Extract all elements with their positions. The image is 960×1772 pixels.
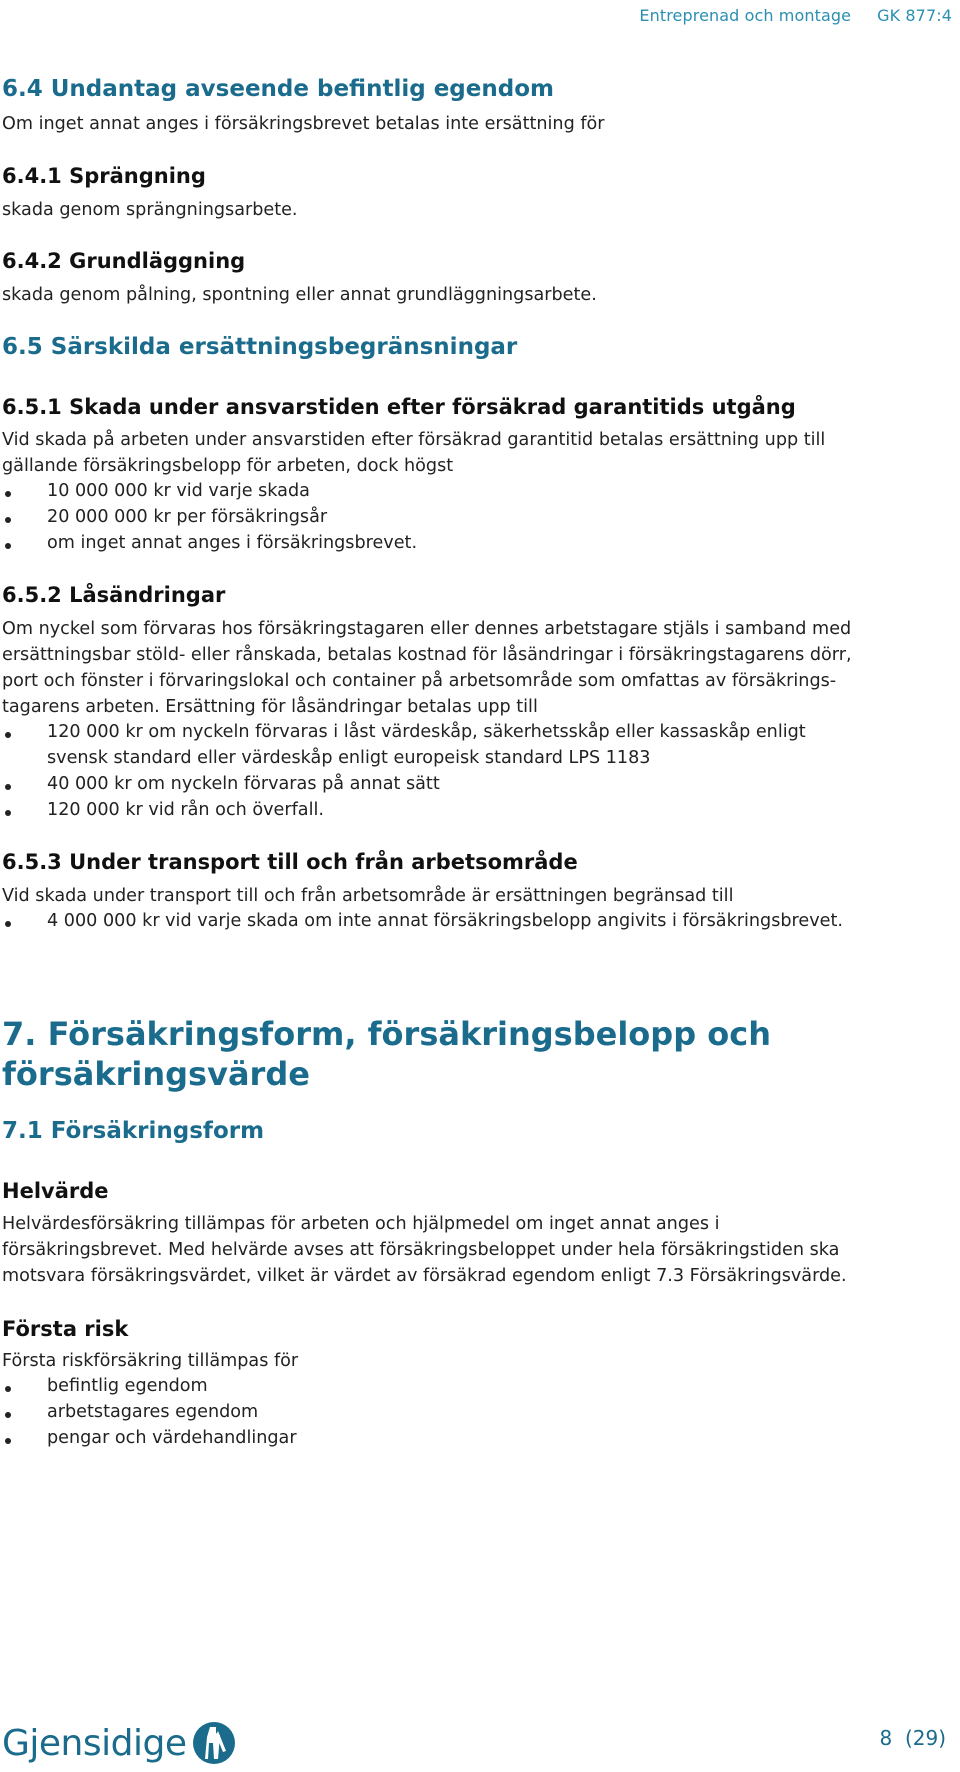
list-item: 120 000 kr om nyckeln förvaras i låst värdeskåp, säkerhetsskåp eller kassaskåp enligt (2, 719, 806, 745)
section-6-5-1-line-1: Vid skada på arbeten under ansvarstiden efter försäkrad garantitid betalas ersättning upp till (2, 430, 826, 450)
section-6-5-1-list (2, 478, 417, 556)
section-6-5-3-heading: 6.5.3 Under transport till och från arbetsområde (2, 850, 578, 874)
section-6-5-2-line-3: port och fönster i förvaringslokal och container på arbetsområde som omfattas av försäkrings- (2, 671, 837, 691)
section-6-4-2-text: skada genom pålning, spontning eller annat grundläggningsarbete. (2, 285, 597, 305)
section-6-4-1-text: skada genom sprängningsarbete. (2, 200, 298, 220)
list-item: pengar och värdehandlingar (2, 1425, 297, 1451)
section-6-5-2-list (2, 719, 806, 823)
page-current: 8 (879, 1726, 893, 1750)
section-6-4-heading: 6.4 Undantag avseende befintlig egendom (2, 76, 554, 102)
list-item: 120 000 kr vid rån och överfall. (2, 797, 806, 823)
section-6-5-1-heading: 6.5.1 Skada under ansvarstiden efter försäkrad garantitids utgång (2, 395, 796, 419)
list-item: om inget annat anges i försäkringsbrevet. (2, 530, 417, 556)
forsta-risk-title: Första risk (2, 1317, 129, 1341)
helvarde-line-3: motsvara försäkringsvärdet, vilket är värdet av försäkrad egendom enligt 7.3 Försäkringsvärde. (2, 1266, 847, 1286)
page-total: (29) (904, 1726, 946, 1750)
list-item: arbetstagares egendom (2, 1399, 297, 1425)
header-doc-title: Entreprenad och montage (639, 6, 852, 25)
running-header (639, 6, 952, 25)
list-item: 20 000 000 kr per försäkringsår (2, 504, 417, 530)
list-item: 10 000 000 kr vid varje skada (2, 478, 417, 504)
section-6-5-2-heading: 6.5.2 Låsändringar (2, 583, 226, 607)
header-doc-code: GK 877:4 (877, 6, 952, 25)
chapter-7-heading-line-1: 7. Försäkringsform, försäkringsbelopp och (2, 1015, 771, 1053)
chapter-7-heading (2, 1014, 771, 1094)
section-6-4-intro: Om inget annat anges i försäkringsbrevet betalas inte ersättning för (2, 114, 605, 134)
chapter-7-heading-line-2: försäkringsvärde (2, 1055, 310, 1093)
section-7-1-heading: 7.1 Försäkringsform (2, 1118, 265, 1144)
section-6-5-heading: 6.5 Särskilda ersättningsbegränsningar (2, 334, 518, 360)
list-item: befintlig egendom (2, 1373, 297, 1399)
logo-wordmark: Gjensidige (2, 1722, 187, 1764)
forsta-risk-text: Första riskförsäkring tillämpas för (2, 1351, 299, 1371)
section-6-5-3-text: Vid skada under transport till och från arbetsområde är ersättningen begränsad till (2, 886, 734, 906)
section-6-4-2-heading: 6.4.2 Grundläggning (2, 249, 246, 273)
gjensidige-logo (2, 1718, 236, 1768)
list-item-continuation: svensk standard eller värdeskåp enligt europeisk standard LPS 1183 (47, 748, 651, 768)
list-item: 4 000 000 kr vid varje skada om inte annat försäkringsbelopp angivits i försäkringsbrevet. (2, 908, 843, 934)
helvarde-title: Helvärde (2, 1179, 109, 1203)
forsta-risk-list (2, 1373, 297, 1451)
section-6-5-2-line-1: Om nyckel som förvaras hos försäkringstagaren eller dennes arbetstagare stjäls i samband med (2, 619, 852, 639)
section-6-5-2-line-2: ersättningsbar stöld- eller rånskada, betalas kostnad för låsändringar i försäkringstagarens dörr, (2, 645, 852, 665)
list-item: 40 000 kr om nyckeln förvaras på annat sätt (2, 771, 806, 797)
section-6-5-1-line-2: gällande försäkringsbelopp för arbeten, dock högst (2, 456, 454, 476)
helvarde-line-1: Helvärdesförsäkring tillämpas för arbeten och hjälpmedel om inget annat anges i (2, 1214, 720, 1234)
section-6-5-2-line-4: tagarens arbeten. Ersättning för låsändringar betalas upp till (2, 697, 538, 717)
section-6-4-1-heading: 6.4.1 Sprängning (2, 164, 206, 188)
section-6-5-3-list (2, 908, 843, 934)
helvarde-line-2: försäkringsbrevet. Med helvärde avses att försäkringsbeloppet under hela försäkringstiden ska (2, 1240, 840, 1260)
page-number (879, 1726, 946, 1750)
logo-emblem-icon (192, 1721, 236, 1765)
